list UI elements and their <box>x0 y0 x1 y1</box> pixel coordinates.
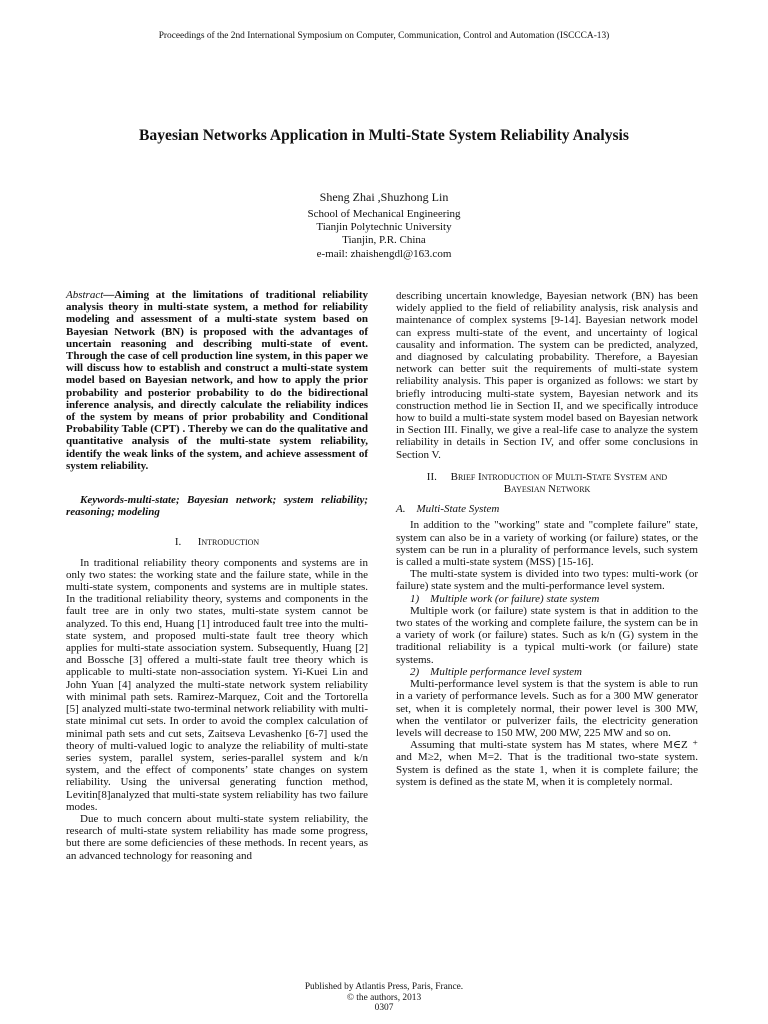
subsection-a-heading <box>396 503 698 515</box>
intro-paragraph-2: Due to much concern about multi-state system reliability, the research of multi-state system reliability has made some progress, but there are some deficiencies of these methods. In recent years, as an advanced technology for reasoning and <box>66 812 368 862</box>
mss-paragraph-4: Multi-performance level system is that the system is able to run in a variety of performance levels. Such as for a 300 MW generator set, when it is completely normal, their power level is 300 MW, when the ventilator or pulverizer fails, the electricity generation levels will decrease to 150 MW, 200 MW, 225 MW and so on. <box>396 678 698 739</box>
page-number: 0307 <box>374 1003 394 1013</box>
affiliation-city: Tianjin, P.R. China <box>342 234 426 247</box>
abstract <box>66 289 368 472</box>
footer-copyright: © the authors, 2013 <box>346 992 422 1003</box>
affiliation-university: Tianjin Polytechnic University <box>316 221 452 234</box>
subsection-a-label: A. <box>396 503 406 516</box>
subsubsection-2-heading: 2) Multiple performance level system <box>410 665 582 678</box>
subsubsection-1-heading: 1) Multiple work (or failure) state system <box>410 592 600 605</box>
left-column <box>66 289 368 862</box>
keywords: Keywords-multi-state; Bayesian network; system reliability; reasoning; modeling <box>66 494 368 519</box>
affiliation-school: School of Mechanical Engineering <box>307 208 461 220</box>
section-heading-introduction <box>66 536 368 548</box>
mss-paragraph-1: In addition to the "working" state and "complete failure" state, system can also be in a variety of working (or failure) states, or the system can be run in a plurality of performance levels, such system is called a multi-state system (MSS) [15-16]. <box>396 519 698 569</box>
right-column <box>396 290 698 788</box>
proceedings-header: Proceedings of the 2nd International Symposium on Computer, Communication, Control and Automation (ISCCCA-13) <box>158 31 610 41</box>
affiliation <box>0 208 768 261</box>
abstract-dash: — <box>103 289 115 301</box>
section-ii-number: II. <box>426 470 437 483</box>
mss-paragraph-5: Assuming that multi-state system has M states, where M∈Z ⁺ and M≥2, when M=2. That is the traditional two-state system. System is defined as the state 1, when it is complete failure; the system is defined as the state M, when it is completely normal. <box>396 739 698 788</box>
section-ii-title-line1: Brief Introduction of Multi-State System and <box>450 470 668 483</box>
subsection-a-title: Multi-State System <box>416 503 500 516</box>
section-ii-title-line2: Bayesian Network <box>503 483 591 496</box>
abstract-text: Aiming at the limitations of traditional reliability analysis theory in multi-state system, a method for reliability modeling and assessment of a multi-state system based on Bayesian Network (BN) is proposed with the advantages of uncertain reasoning and describing multi-state of event. Through the case of cell production line system, in this paper we will discuss how to establish and construct a multi-state system model based on Bayesian network, and how to apply the prior probability and posterior probability to do the bidirectional inference analysis, and directly calculate the reliability indices of the system by means of prior probability and Conditional Probability Table (CPT) . Thereby we can do the qualitative and quantitative analysis of the multi-state system reliability, identify the weak links of the system, and achieve assessment of system reliability. <box>66 289 368 472</box>
section-title: Introduction <box>197 536 260 549</box>
footer <box>0 982 768 1014</box>
authors: Sheng Zhai ,Shuzhong Lin <box>319 190 449 204</box>
abstract-lead: Abstract <box>66 289 104 301</box>
section-number: I. <box>174 536 182 549</box>
affiliation-email: e-mail: zhaishengdl@163.com <box>316 247 452 260</box>
section-heading-ii <box>396 471 698 495</box>
intro-paragraph-continued: describing uncertain knowledge, Bayesian network (BN) has been widely applied to the field of reliability analysis, risk analysis and maintenance of complex systems [9-14]. Bayesian network model can express multi-state of the event, and uncertainty of logical causality and information. The system can be predicted, analyzed, and diagnosed by calculating probability. Therefore, a Bayesian network can better suit the requirements of multi-state system reliability analysis. This paper is organized as follows: we start by briefly introducing multi-state system, Bayesian network and its construction method lie in Section II, and we specifically introduce how to build a multi-state system model based on Bayesian network in Section III. Finally, we give a real-life case to analyze the system reliability in details in Section IV, and offer some conclusions in Section V. <box>396 290 698 461</box>
intro-paragraph-1: In traditional reliability theory components and systems are in only two states: the working state and the failure state, while in the multi-state system, components and systems are in multiple states. In the traditional reliability theory, systems and components in the fault tree are in only two states, multi-state system cannot be analyzed. To this end, Huang [1] introduced fault tree into the multi-state system, and proposed multi-state fault tree theory which applies for multi-state association system. Subsequently, Huang [2] and Bossche [3] offered a multi-state fault tree theory which is applicable to multi-state non-association system. Yi-Kuei Lin and John Yuan [4] analyzed the multi-state network system reliability with minimal path sets. Ramirez-Marquez, Coit and the Tortorella [5] analyzed multi-state two-terminal network reliability with multi-state minimal cut sets. In order to avoid the complex calculation of minimal path sets and cut sets, Zaitseva Levashenko [6-7] used the theory of multi-valued logic to analyze the reliability of multi-state series system, parallel system, series-parallel system and k/n system, and the effect of components’ state changes on system reliability. Using the universal generating function method, Levitin[8]analyzed that multi-state system reliability has two failure modes. <box>66 556 368 813</box>
mss-paragraph-2: The multi-state system is divided into two types: multi-work (or failure) state system and the multi-performance level system. <box>396 568 698 593</box>
paper-title: Bayesian Networks Application in Multi-State System Reliability Analysis <box>139 127 629 144</box>
footer-publisher: Published by Atlantis Press, Paris, France. <box>304 982 464 992</box>
mss-paragraph-3: Multiple work (or failure) state system is that in addition to the two states of the working and complete failure, the system can be in a variety of work (or failure) states. Such as k/n (G) system in the traditional reliability is a typical multi-work (or failure) state systems. <box>396 604 698 666</box>
